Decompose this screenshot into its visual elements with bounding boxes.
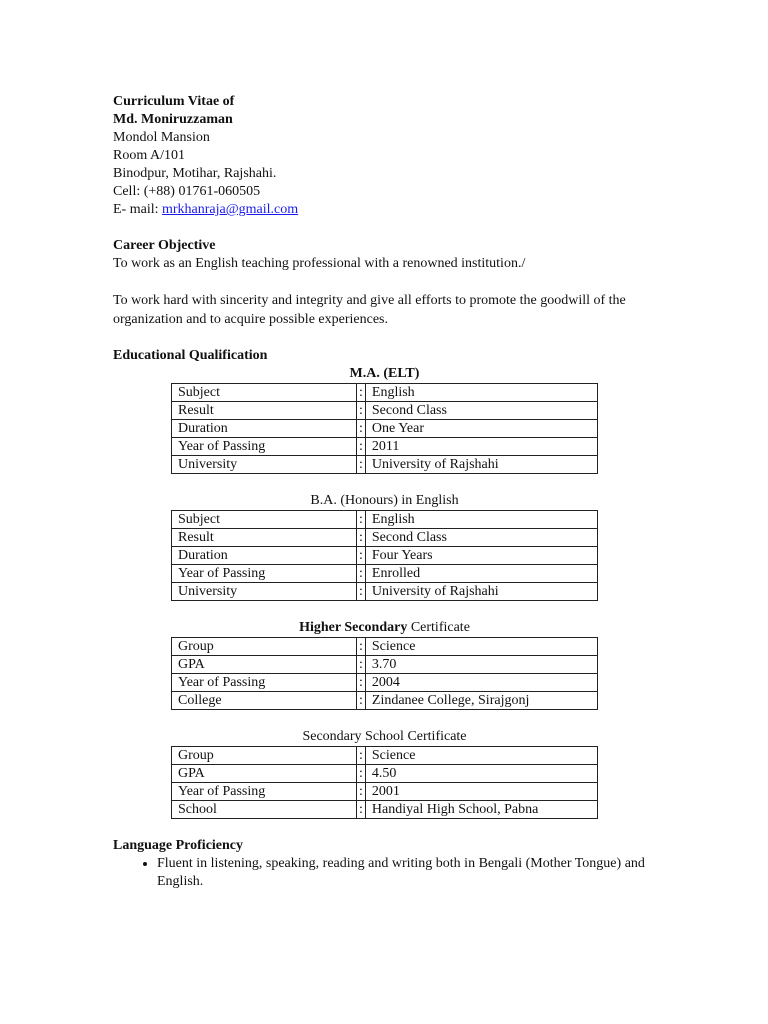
row-separator: :	[357, 747, 366, 765]
row-value: One Year	[365, 420, 597, 438]
table-row	[172, 384, 598, 402]
row-value: 2011	[365, 438, 597, 456]
row-value: English	[365, 384, 597, 402]
row-separator: :	[357, 656, 366, 674]
ba-table	[171, 510, 598, 601]
row-label: Subject	[172, 384, 357, 402]
row-separator: :	[357, 438, 366, 456]
hsc-title-rest: Certificate	[407, 620, 470, 635]
row-value: Science	[365, 638, 597, 656]
table-row	[172, 511, 598, 529]
ssc-table	[171, 746, 598, 819]
cell-number: Cell: (+88) 01761-060505	[113, 184, 261, 199]
row-separator: :	[357, 511, 366, 529]
table-row	[172, 747, 598, 765]
table-row	[172, 438, 598, 456]
table-row	[172, 783, 598, 801]
table-row	[172, 547, 598, 565]
row-label: Subject	[172, 511, 357, 529]
address-line: Mondol Mansion	[113, 130, 210, 145]
table-row	[172, 765, 598, 783]
row-value: Second Class	[365, 529, 597, 547]
row-label: School	[172, 801, 357, 819]
row-separator: :	[357, 456, 366, 474]
table-row	[172, 420, 598, 438]
row-value: Four Years	[365, 547, 597, 565]
row-separator: :	[357, 583, 366, 601]
row-separator: :	[357, 674, 366, 692]
row-label: Year of Passing	[172, 565, 357, 583]
table-row	[172, 674, 598, 692]
ma-title: M.A. (ELT)	[349, 366, 420, 381]
address-line: Binodpur, Motihar, Rajshahi.	[113, 166, 277, 181]
row-label: College	[172, 692, 357, 710]
row-separator: :	[357, 783, 366, 801]
row-value: 2004	[365, 674, 597, 692]
table-row	[172, 565, 598, 583]
row-label: Result	[172, 529, 357, 547]
row-label: GPA	[172, 765, 357, 783]
row-value: Enrolled	[365, 565, 597, 583]
row-separator: :	[357, 692, 366, 710]
row-label: GPA	[172, 656, 357, 674]
ssc-title: Secondary School Certificate	[302, 729, 467, 744]
row-label: University	[172, 583, 357, 601]
row-label: Duration	[172, 547, 357, 565]
row-value: Zindanee College, Sirajgonj	[365, 692, 597, 710]
education-heading: Educational Qualification	[113, 348, 268, 363]
language-list	[113, 855, 653, 891]
row-separator: :	[357, 384, 366, 402]
row-label: Group	[172, 747, 357, 765]
row-separator: :	[357, 402, 366, 420]
address-line: Room A/101	[113, 148, 185, 163]
row-label: University	[172, 456, 357, 474]
career-objective-line: To work as an English teaching professional with a renowned institution./	[113, 256, 526, 271]
list-item: • Fluent in listening, speaking, reading and writing both in Bengali (Mother Tongue) and English.	[157, 855, 653, 891]
row-separator: :	[357, 529, 366, 547]
row-label: Year of Passing	[172, 438, 357, 456]
row-value: 4.50	[365, 765, 597, 783]
applicant-name: Md. Moniruzzaman	[113, 112, 233, 127]
hsc-title-bold: Higher Secondary	[299, 620, 408, 635]
career-objective-heading: Career Objective	[113, 238, 216, 253]
email-link[interactable]: mrkhanraja@gmail.com	[162, 202, 299, 217]
row-value: 2001	[365, 783, 597, 801]
ma-table	[171, 383, 598, 474]
row-value: Science	[365, 747, 597, 765]
hsc-title	[171, 619, 598, 637]
row-value: Second Class	[365, 402, 597, 420]
language-heading: Language Proficiency	[113, 838, 244, 853]
table-row	[172, 456, 598, 474]
table-row	[172, 692, 598, 710]
table-row	[172, 402, 598, 420]
row-label: Group	[172, 638, 357, 656]
ba-title: B.A. (Honours) in English	[310, 493, 459, 508]
career-objective-paragraph: To work hard with sincerity and integrity and give all efforts to promote the goodwill of the organization and to acquire possible experiences.	[113, 293, 626, 327]
email-line	[113, 201, 653, 219]
row-value: University of Rajshahi	[365, 583, 597, 601]
row-label: Year of Passing	[172, 674, 357, 692]
table-row	[172, 529, 598, 547]
cv-title: Curriculum Vitae of	[113, 94, 235, 109]
row-label: Result	[172, 402, 357, 420]
row-separator: :	[357, 765, 366, 783]
row-separator: :	[357, 420, 366, 438]
hsc-table	[171, 637, 598, 710]
row-label: Year of Passing	[172, 783, 357, 801]
row-separator: :	[357, 547, 366, 565]
row-value: University of Rajshahi	[365, 456, 597, 474]
row-separator: :	[357, 638, 366, 656]
table-row	[172, 583, 598, 601]
row-value: Handiyal High School, Pabna	[365, 801, 597, 819]
table-row	[172, 656, 598, 674]
table-row	[172, 801, 598, 819]
cv-document	[113, 93, 653, 891]
row-separator: :	[357, 801, 366, 819]
table-row	[172, 638, 598, 656]
email-label: E- mail:	[113, 202, 162, 217]
row-separator: :	[357, 565, 366, 583]
row-label: Duration	[172, 420, 357, 438]
row-value: 3.70	[365, 656, 597, 674]
row-value: English	[365, 511, 597, 529]
